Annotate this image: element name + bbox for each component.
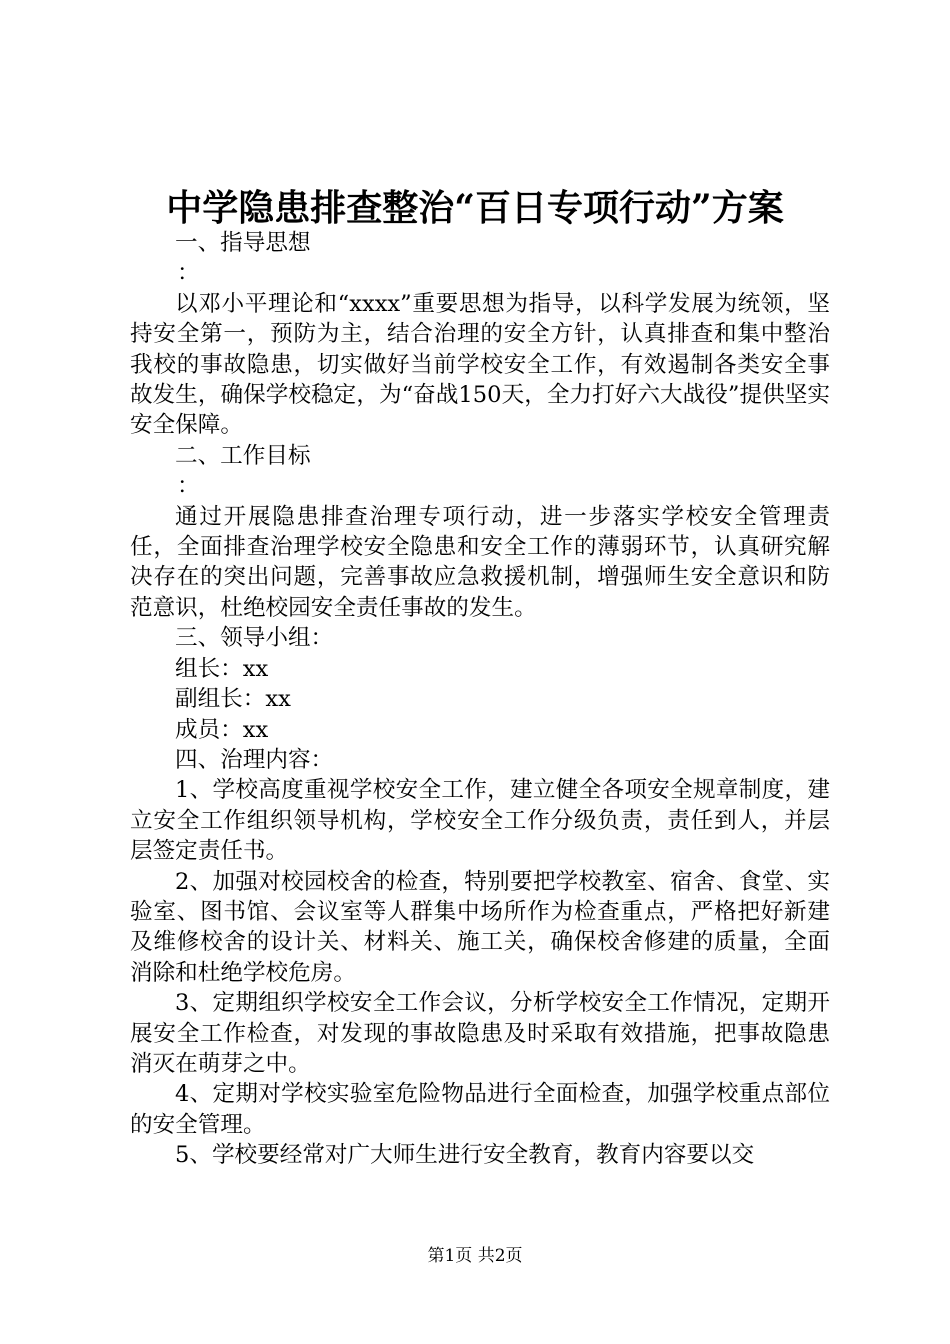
list-item-1: 1、学校高度重视学校安全工作，建立健全各项安全规章制度，建立安全工作组织领导机构，学校安全工作分级负责，责任到人，并层层签定责任书。 [130,777,830,865]
section-heading-2: 二、工作目标 [175,442,311,469]
section-heading-1: 一、指导思想 [175,230,311,256]
document-body [130,208,830,1171]
list-item-5: 5、学校要经常对广大师生进行安全教育，教育内容要以交 [175,1142,755,1169]
list-item-4: 4、定期对学校实验室危险物品进行全面检查，加强学校重点部位的安全管理。 [130,1081,830,1138]
section-heading-4: 四、治理内容： [175,746,334,773]
section-colon-1: ： [177,260,200,287]
paragraph-guiding-ideology: 以邓小平理论和“xxxx”重要思想为指导，以科学发展为统领，坚持安全第一，预防为主，结合治理的安全方针，认真排查和集中整治我校的事故隐患，切实做好当前学校安全工作，有效遏制各类安全事故发生，确保学校稳定，为“奋战150天，全力打好六大战役”提供坚实安全保障。 [130,290,830,439]
members-line: 成员：xx [175,716,269,743]
deputy-leader-line: 副组长：xx [175,686,291,713]
paragraph-work-goals: 通过开展隐患排查治理专项行动，进一步落实学校安全管理责任，全面排查治理学校安全隐患和安全工作的薄弱环节，认真研究解决存在的突出问题，完善事故应急救援机制，增强师生安全意识和防范意识，杜绝校园安全责任事故的发生。 [130,503,830,621]
leader-line: 组长：xx [175,655,269,682]
title-spacer [130,208,830,228]
list-item-3: 3、定期组织学校安全工作会议，分析学校安全工作情况，定期开展安全工作检查，对发现的事故隐患及时采取有效措施，把事故隐患消灭在萌芽之中。 [130,990,830,1077]
section-colon-2: ： [177,473,200,500]
page-footer: 第1页 共2页 [427,1246,523,1266]
section-heading-3: 三、领导小组： [175,625,334,652]
list-item-2: 2、加强对校园校舍的检查，特别要把学校教室、宿舍、食堂、实验室、图书馆、会议室等人群集中场所作为检查重点，严格把好新建及维修校舍的设计关、材料关、施工关，确保校舍修建的质量，全面消除和杜绝学校危房。 [130,868,830,986]
document-title: 中学隐患排查整治“百日专项行动”方案 [166,187,784,229]
